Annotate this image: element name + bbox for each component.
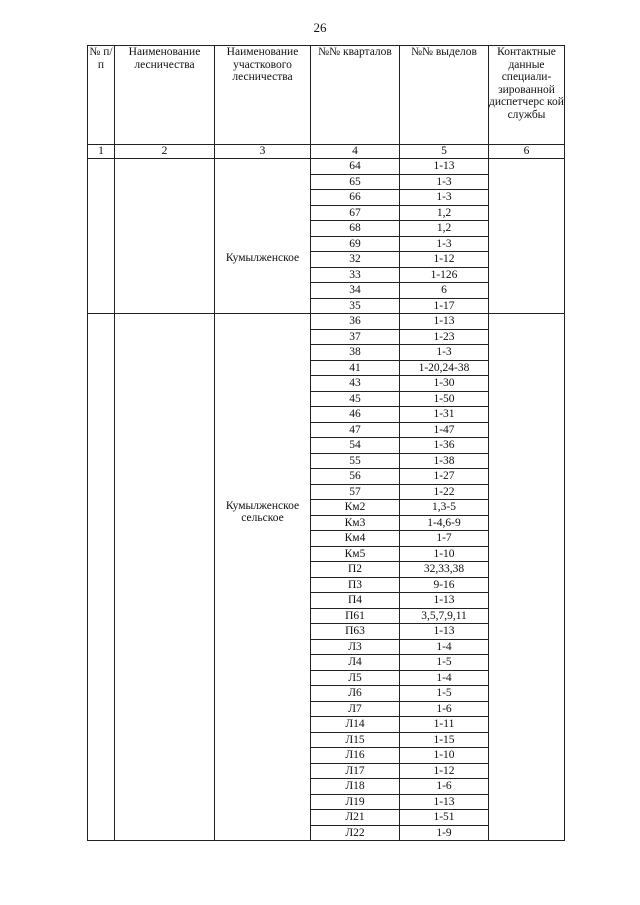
section-numbers: 1-47 <box>400 422 489 438</box>
section-numbers: 1-17 <box>400 298 489 314</box>
quarter-number: Л22 <box>311 825 400 841</box>
quarter-number: 32 <box>311 252 400 268</box>
section-numbers: 1-4,6-9 <box>400 515 489 531</box>
quarter-number: 41 <box>311 360 400 376</box>
header-row <box>88 46 565 145</box>
quarter-number: Л17 <box>311 763 400 779</box>
quarter-number: 68 <box>311 221 400 237</box>
quarter-number: 57 <box>311 484 400 500</box>
section-numbers: 1-10 <box>400 748 489 764</box>
quarter-number: 65 <box>311 174 400 190</box>
quarter-number: П4 <box>311 593 400 609</box>
page-number: 26 <box>313 20 327 35</box>
header-col-3: Наименование участкового лесничества <box>215 46 311 145</box>
section-numbers: 1-50 <box>400 391 489 407</box>
quarter-number: 33 <box>311 267 400 283</box>
section-numbers: 1-13 <box>400 314 489 330</box>
quarter-number: Км3 <box>311 515 400 531</box>
forestry-cell-empty <box>115 314 215 841</box>
section-numbers: 1-13 <box>400 794 489 810</box>
quarter-number: Л14 <box>311 717 400 733</box>
quarter-number: П63 <box>311 624 400 640</box>
table-row <box>88 159 565 175</box>
section-numbers: 1-12 <box>400 763 489 779</box>
table-row <box>88 314 565 330</box>
section-numbers: 1-4 <box>400 639 489 655</box>
table-body <box>88 159 565 841</box>
quarter-number: 46 <box>311 407 400 423</box>
section-numbers: 1-13 <box>400 624 489 640</box>
quarter-number: 47 <box>311 422 400 438</box>
subforestry-name: Кумылженское <box>215 252 311 314</box>
quarter-number: Км5 <box>311 546 400 562</box>
quarter-number: Л19 <box>311 794 400 810</box>
forestry-table <box>87 45 565 841</box>
quarter-number: Л15 <box>311 732 400 748</box>
section-numbers: 1-20,24-38 <box>400 360 489 376</box>
section-numbers: 1,2 <box>400 221 489 237</box>
section-numbers: 1-5 <box>400 686 489 702</box>
contact-cell-empty <box>489 314 565 841</box>
section-numbers: 1-6 <box>400 701 489 717</box>
header-col-1: № п/п <box>88 46 115 145</box>
quarter-number: 55 <box>311 453 400 469</box>
section-numbers: 1-23 <box>400 329 489 345</box>
section-numbers: 6 <box>400 283 489 299</box>
header-col-2: Наименование лесничества <box>115 46 215 145</box>
quarter-number: Км2 <box>311 500 400 516</box>
quarter-number: 38 <box>311 345 400 361</box>
quarter-number: Л21 <box>311 810 400 826</box>
section-numbers: 3,5,7,9,11 <box>400 608 489 624</box>
section-numbers: 1-3 <box>400 345 489 361</box>
forestry-cell-empty <box>115 159 215 314</box>
section-numbers: 1-3 <box>400 190 489 206</box>
quarter-number: Л18 <box>311 779 400 795</box>
contact-cell-empty <box>489 159 565 314</box>
quarter-number: 37 <box>311 329 400 345</box>
quarter-number: Л4 <box>311 655 400 671</box>
section-numbers: 1-38 <box>400 453 489 469</box>
header-col-4: №№ кварталов <box>311 46 400 145</box>
number-cell-empty <box>88 314 115 841</box>
section-numbers: 1-126 <box>400 267 489 283</box>
section-numbers: 1-30 <box>400 376 489 392</box>
quarter-number: 56 <box>311 469 400 485</box>
quarter-number: П2 <box>311 562 400 578</box>
section-numbers: 32,33,38 <box>400 562 489 578</box>
section-numbers: 1-12 <box>400 252 489 268</box>
section-numbers: 1-11 <box>400 717 489 733</box>
quarter-number: 64 <box>311 159 400 175</box>
subforestry-name: Кумылженское сельское <box>215 500 311 841</box>
quarter-number: 54 <box>311 438 400 454</box>
section-numbers: 1-3 <box>400 236 489 252</box>
quarter-number: 66 <box>311 190 400 206</box>
section-numbers: 1-15 <box>400 732 489 748</box>
quarter-number: 69 <box>311 236 400 252</box>
quarter-number: 36 <box>311 314 400 330</box>
quarter-number: 43 <box>311 376 400 392</box>
section-numbers: 1-4 <box>400 670 489 686</box>
section-numbers: 1-27 <box>400 469 489 485</box>
section-numbers: 1-7 <box>400 531 489 547</box>
header-col-5: №№ выделов <box>400 46 489 145</box>
header-col-6: Контактные данные специали-зированной диспетчерс кой службы <box>489 46 565 145</box>
quarter-number: Л7 <box>311 701 400 717</box>
section-numbers: 1-5 <box>400 655 489 671</box>
quarter-number: 34 <box>311 283 400 299</box>
quarter-number: 67 <box>311 205 400 221</box>
column-number-row <box>88 145 565 159</box>
subforestry-cell-empty <box>215 159 311 252</box>
quarter-number: 35 <box>311 298 400 314</box>
section-numbers: 1-51 <box>400 810 489 826</box>
section-numbers: 1-6 <box>400 779 489 795</box>
section-numbers: 1-9 <box>400 825 489 841</box>
quarter-number: Л6 <box>311 686 400 702</box>
column-number: 1 <box>88 145 115 159</box>
section-numbers: 1-13 <box>400 159 489 175</box>
column-number: 4 <box>311 145 400 159</box>
quarter-number: Л3 <box>311 639 400 655</box>
section-numbers: 1,3-5 <box>400 500 489 516</box>
column-number: 2 <box>115 145 215 159</box>
section-numbers: 1-13 <box>400 593 489 609</box>
column-number: 5 <box>400 145 489 159</box>
section-numbers: 1-3 <box>400 174 489 190</box>
quarter-number: П61 <box>311 608 400 624</box>
section-numbers: 1-31 <box>400 407 489 423</box>
quarter-number: Л5 <box>311 670 400 686</box>
section-numbers: 1-36 <box>400 438 489 454</box>
number-cell-empty <box>88 159 115 314</box>
section-numbers: 1-10 <box>400 546 489 562</box>
quarter-number: 45 <box>311 391 400 407</box>
section-numbers: 9-16 <box>400 577 489 593</box>
section-numbers: 1-22 <box>400 484 489 500</box>
quarter-number: П3 <box>311 577 400 593</box>
section-numbers: 1,2 <box>400 205 489 221</box>
subforestry-cell-empty <box>215 314 311 500</box>
column-number: 3 <box>215 145 311 159</box>
quarter-number: Л16 <box>311 748 400 764</box>
quarter-number: Км4 <box>311 531 400 547</box>
column-number: 6 <box>489 145 565 159</box>
